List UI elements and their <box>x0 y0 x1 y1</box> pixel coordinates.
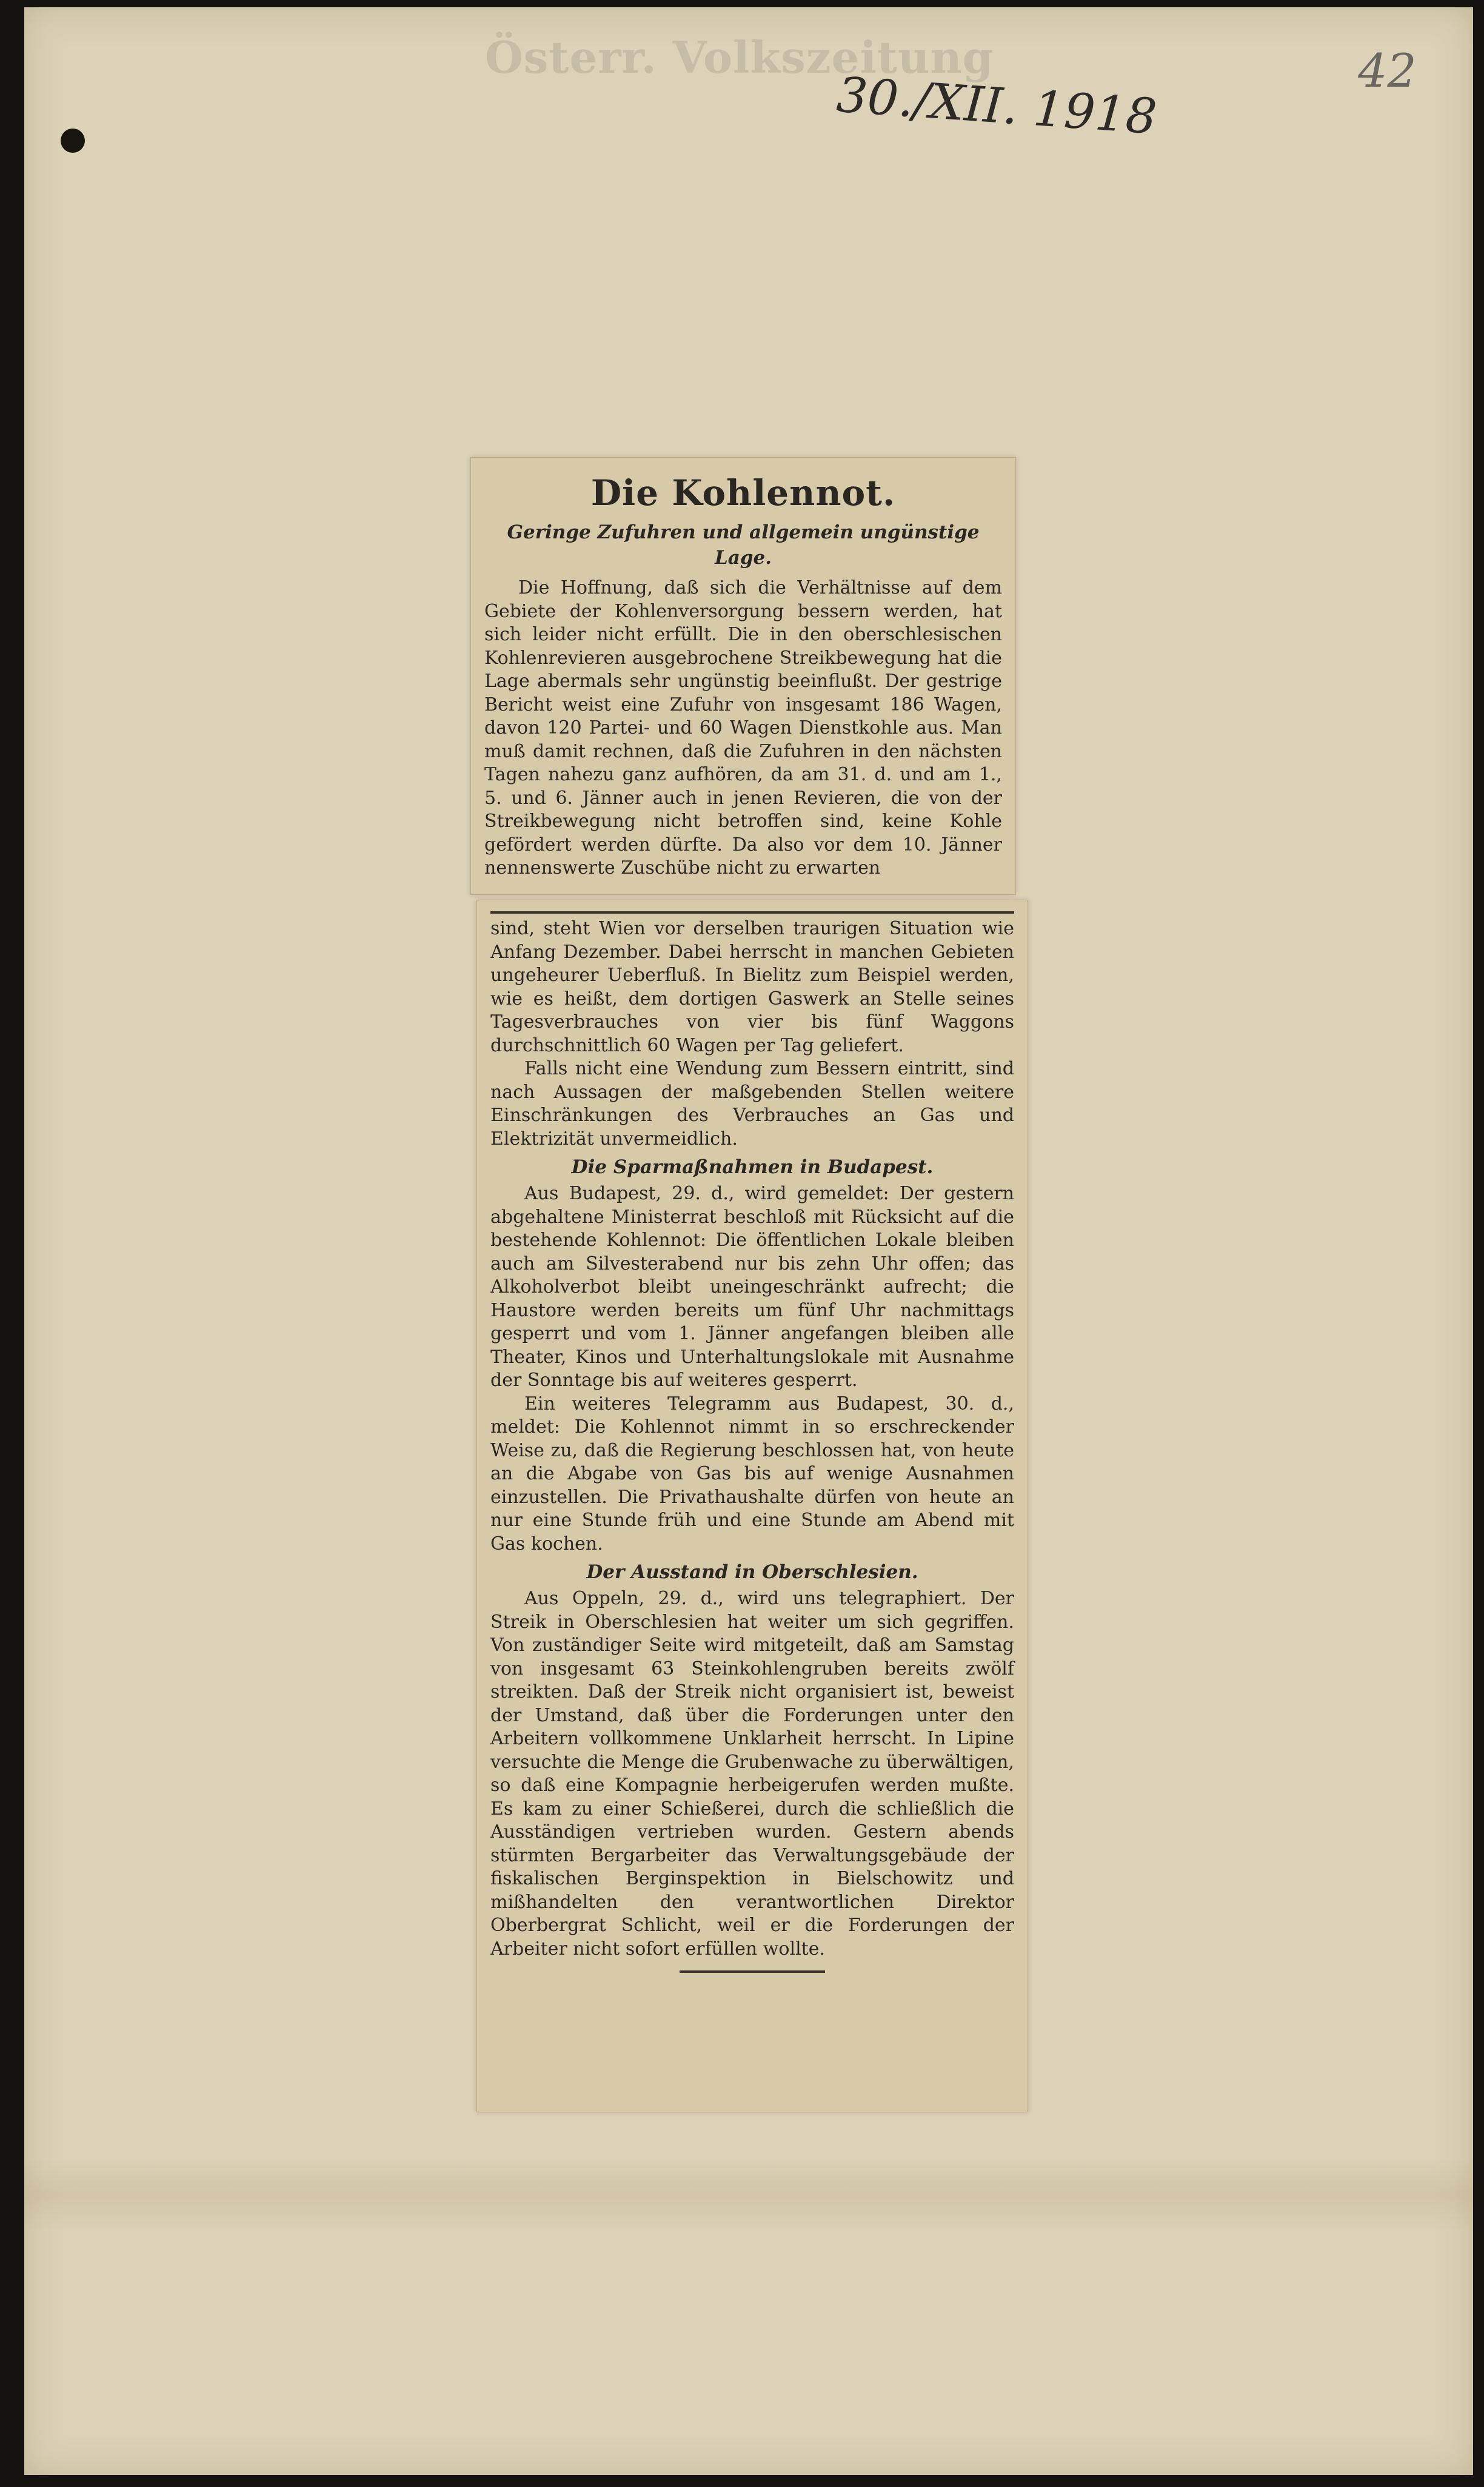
end-rule <box>680 1970 825 1973</box>
paper-stain <box>24 2158 1473 2231</box>
paragraph-2: Falls nicht eine Wendung zum Bessern eintritt, sind nach Aussagen der maßgebenden Stellen weitere Einschränkungen des Verbrauches an Gas und Elektrizität unvermeidlich. <box>490 1058 1014 1150</box>
folio-number: 42 <box>1358 44 1417 98</box>
article-subtitle: Geringe Zufuhren und allgemein ungünstige Lage. <box>507 521 980 569</box>
paragraph-1-continued: sind, steht Wien vor derselben traurigen Situation wie Anfang Dezember. Dabei herrscht in manchen Gebieten ungeheurer Ueberfluß. In Bielitz zum Beispiel werden, wie es heißt, dem dortigen Gaswerk an Stelle seines Tagesverbrauches von vier bis fünf Waggons durchschnittlich 60 Wagen per Tag geliefert. <box>490 918 1014 1056</box>
handwritten-date: 30./XII. 1918 <box>835 66 1159 146</box>
column-top-rule <box>490 911 1014 914</box>
clipping-top <box>470 457 1016 895</box>
paragraph-4: Ein weiteres Telegramm aus Budapest, 30. d., meldet: Die Kohlennot nimmt in so erschreckender Weise zu, daß die Regierung beschlossen hat, von heute an die Abgabe von Gas bis auf wenige Ausnahmen einzustellen. Die Privathaushalte dürfen von heute an nur eine Stunde früh und eine Stunde am Abend mit Gas kochen. <box>490 1393 1014 1555</box>
paragraph-5: Aus Oppeln, 29. d., wird uns telegraphiert. Der Streik in Oberschlesien hat weiter um sich gegriffen. Von zuständiger Seite wird mitgeteilt, daß am Samstag von insgesamt 63 Steinkohlengruben bereits zwölf streikten. Daß der Streik nicht organisiert ist, beweist der Umstand, daß über die Forderungen unter den Arbeitern vollkommene Unklarheit herrscht. In Lipine versuchte die Menge die Grubenwache zu überwältigen, so daß eine Kompagnie herbeigerufen werden mußte. Es kam zu einer Schießerei, durch die schließlich die Ausständigen vertrieben wurden. Gestern abends stürmten Bergarbeiter das Verwaltungsgebäude der fiskalischen Berginspektion in Bielschowitz und mißhandelten den verantwortlichen Direktor Oberbergrat Schlicht, weil er die Forderungen der Arbeiter nicht sofort erfüllen wollte. <box>490 1588 1014 1960</box>
paragraph-3: Aus Budapest, 29. d., wird gemeldet: Der gestern abgehaltene Ministerrat beschloß mit Rücksicht auf die bestehende Kohlennot: Die öffentlichen Lokale bleiben auch am Silvesterabend nur bis zehn Uhr offen; das Alkoholverbot bleibt uneingeschränkt aufrecht; die Haustore werden bereits um fünf Uhr nachmittags gesperrt und vom 1. Jänner angefangen bleiben alle Theater, Kinos und Unterhaltungslokale mit Ausnahme der Sonntage bis auf weiteres gesperrt. <box>490 1183 1014 1391</box>
newspaper-stamp: Österr. Volkszeitung <box>485 32 994 83</box>
article-title: Die Kohlennot. <box>590 472 896 514</box>
section-heading-budapest: Die Sparmaßnahmen in Budapest. <box>571 1156 934 1178</box>
punch-hole <box>61 129 85 153</box>
clipping-bottom <box>476 900 1028 2112</box>
paragraph-1: Die Hoffnung, daß sich die Verhältnisse auf dem Gebiete der Kohlenversorgung bessern werden, hat sich leider nicht erfüllt. Die in den oberschlesischen Kohlenrevieren ausgebrochene Streikbewegung hat die Lage abermals sehr ungünstig beeinflußt. Der gestrige Bericht weist eine Zufuhr von insgesamt 186 Wagen, davon 120 Partei- und 60 Wagen Dienstkohle aus. Man muß damit rechnen, daß die Zufuhren in den nächsten Tagen nahezu ganz aufhören, da am 31. d. und am 1., 5. und 6. Jänner auch in jenen Revieren, die von der Streikbewegung nicht betroffen sind, keine Kohle gefördert werden dürfte. Da also vor dem 10. Jänner nennenswerte Zuschübe nicht zu erwarten <box>484 577 1002 879</box>
section-heading-oberschlesien: Der Ausstand in Oberschlesien. <box>586 1561 918 1583</box>
